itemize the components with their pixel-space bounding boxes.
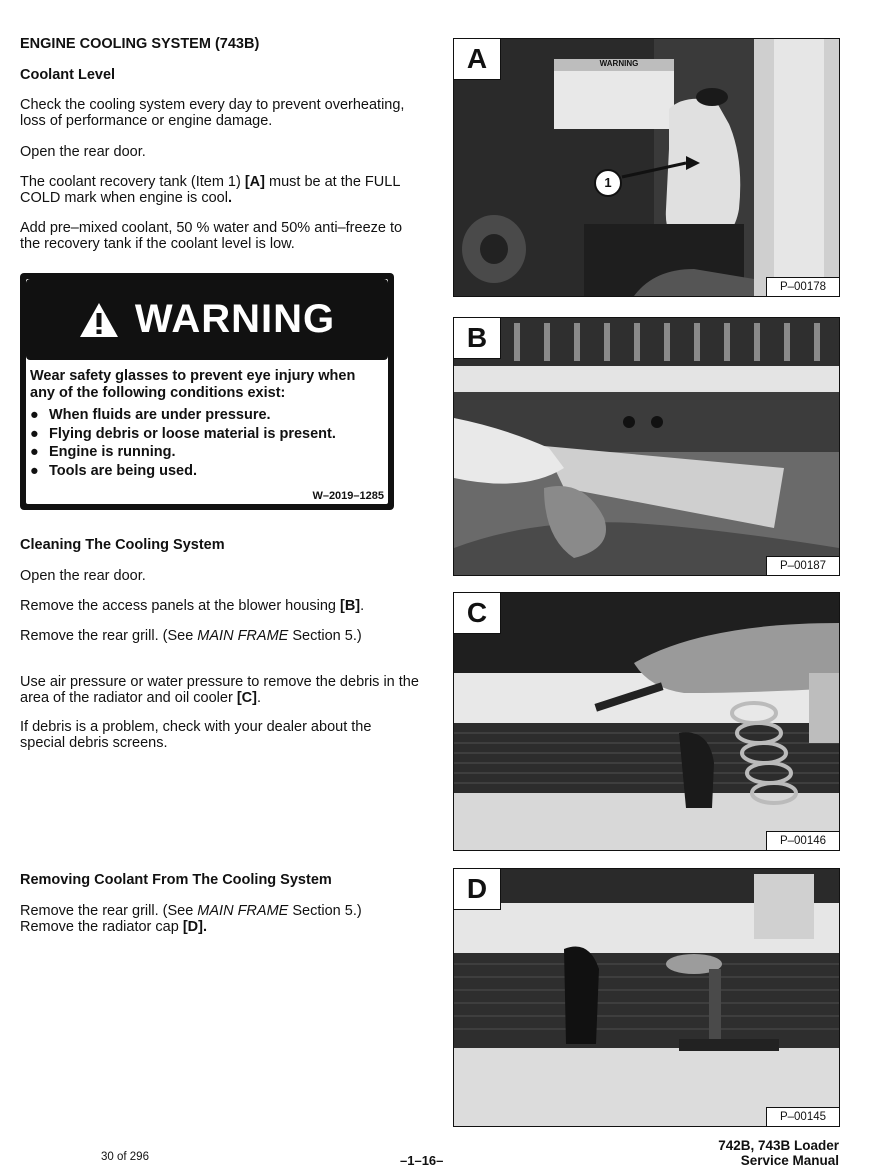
cleaning-paragraph-4: Use air pressure or water pressure to remove the debris in the area of the radiator and oil cooler [C]. [20, 674, 419, 706]
figure-ref-a: [A] [244, 174, 265, 190]
figure-a [453, 38, 840, 297]
bullet-icon: ● [30, 407, 39, 423]
warning-body [30, 368, 380, 480]
figure-d-code: P–00145 [766, 1107, 839, 1126]
figure-b-photo [454, 318, 839, 575]
warning-bullet: ● When fluids are under pressure. [30, 407, 271, 423]
section-title: ENGINE COOLING SYSTEM (743B) [20, 36, 260, 52]
main-frame-ref: MAIN FRAME [197, 628, 289, 644]
warning-code: W–2019–1285 [312, 490, 384, 502]
bullet-icon: ● [30, 444, 39, 460]
coolant-level-heading: Coolant Level [20, 67, 116, 83]
figure-b-code: P–00187 [766, 556, 839, 575]
cleaning-paragraph-5: If debris is a problem, check with your dealer about the special debris screens. [20, 719, 372, 751]
page-of-indicator: 30 of 296 [101, 1151, 149, 1163]
coolant-paragraph-1: Check the cooling system every day to prevent overheating, loss of performance or engine damage. [20, 97, 405, 129]
bullet-icon: ● [30, 462, 39, 479]
figure-a-code: P–00178 [766, 277, 839, 296]
figure-a-letter: A [454, 39, 501, 80]
figure-a-decal-label: WARNING [599, 59, 639, 68]
warning-header [26, 279, 388, 360]
figure-a-photo [454, 39, 839, 296]
manual-title: 742B, 743B Loader Service Manual [718, 1138, 839, 1168]
page-number: –1–16– [400, 1153, 444, 1168]
warning-bullet: ● Flying debris or loose material is present. [30, 425, 336, 442]
warning-lead: Wear safety glasses to prevent eye injury when any of the following conditions exist: [30, 368, 356, 401]
coolant-paragraph-2: Open the rear door. [20, 144, 146, 160]
main-frame-ref: MAIN FRAME [197, 903, 289, 919]
figure-c-letter: C [454, 593, 501, 634]
figure-c [453, 592, 840, 851]
figure-b-letter: B [454, 318, 501, 359]
removing-heading: Removing Coolant From The Cooling System [20, 872, 332, 888]
cleaning-paragraph-3: Remove the rear grill. (See MAIN FRAME Section 5.) [20, 628, 362, 644]
figure-a-callout-1: 1 [604, 175, 612, 190]
bullet-icon: ● [30, 425, 39, 442]
warning-triangle-icon [79, 302, 119, 338]
figure-d-photo [454, 869, 839, 1126]
cleaning-heading: Cleaning The Cooling System [20, 537, 225, 553]
figure-ref-d: [D]. [182, 919, 207, 935]
figure-c-code: P–00146 [766, 831, 839, 850]
figure-c-photo [454, 593, 839, 850]
figure-d-letter: D [454, 869, 501, 910]
warning-bullet: ● Engine is running. [30, 444, 176, 460]
coolant-paragraph-3: The coolant recovery tank (Item 1) [A] must be at the FULL COLD mark when engine is cool. [20, 174, 400, 206]
figure-ref-b: [B] [340, 598, 361, 614]
warning-title: WARNING [134, 297, 336, 341]
cleaning-paragraph-2: Remove the access panels at the blower housing [B]. [20, 598, 365, 614]
warning-box [20, 273, 394, 510]
warning-bullet: ● Tools are being used. [30, 462, 197, 479]
figure-ref-c: [C] [236, 690, 257, 706]
removing-paragraph: Remove the rear grill. (See MAIN FRAME Section 5.) Remove the radiator cap [D]. [20, 903, 362, 935]
figure-d [453, 868, 840, 1127]
figure-b [453, 317, 840, 576]
cleaning-paragraph-1: Open the rear door. [20, 568, 146, 584]
coolant-paragraph-4: Add pre–mixed coolant, 50 % water and 50% anti–freeze to the recovery tank if the coolant level is low. [20, 220, 403, 252]
